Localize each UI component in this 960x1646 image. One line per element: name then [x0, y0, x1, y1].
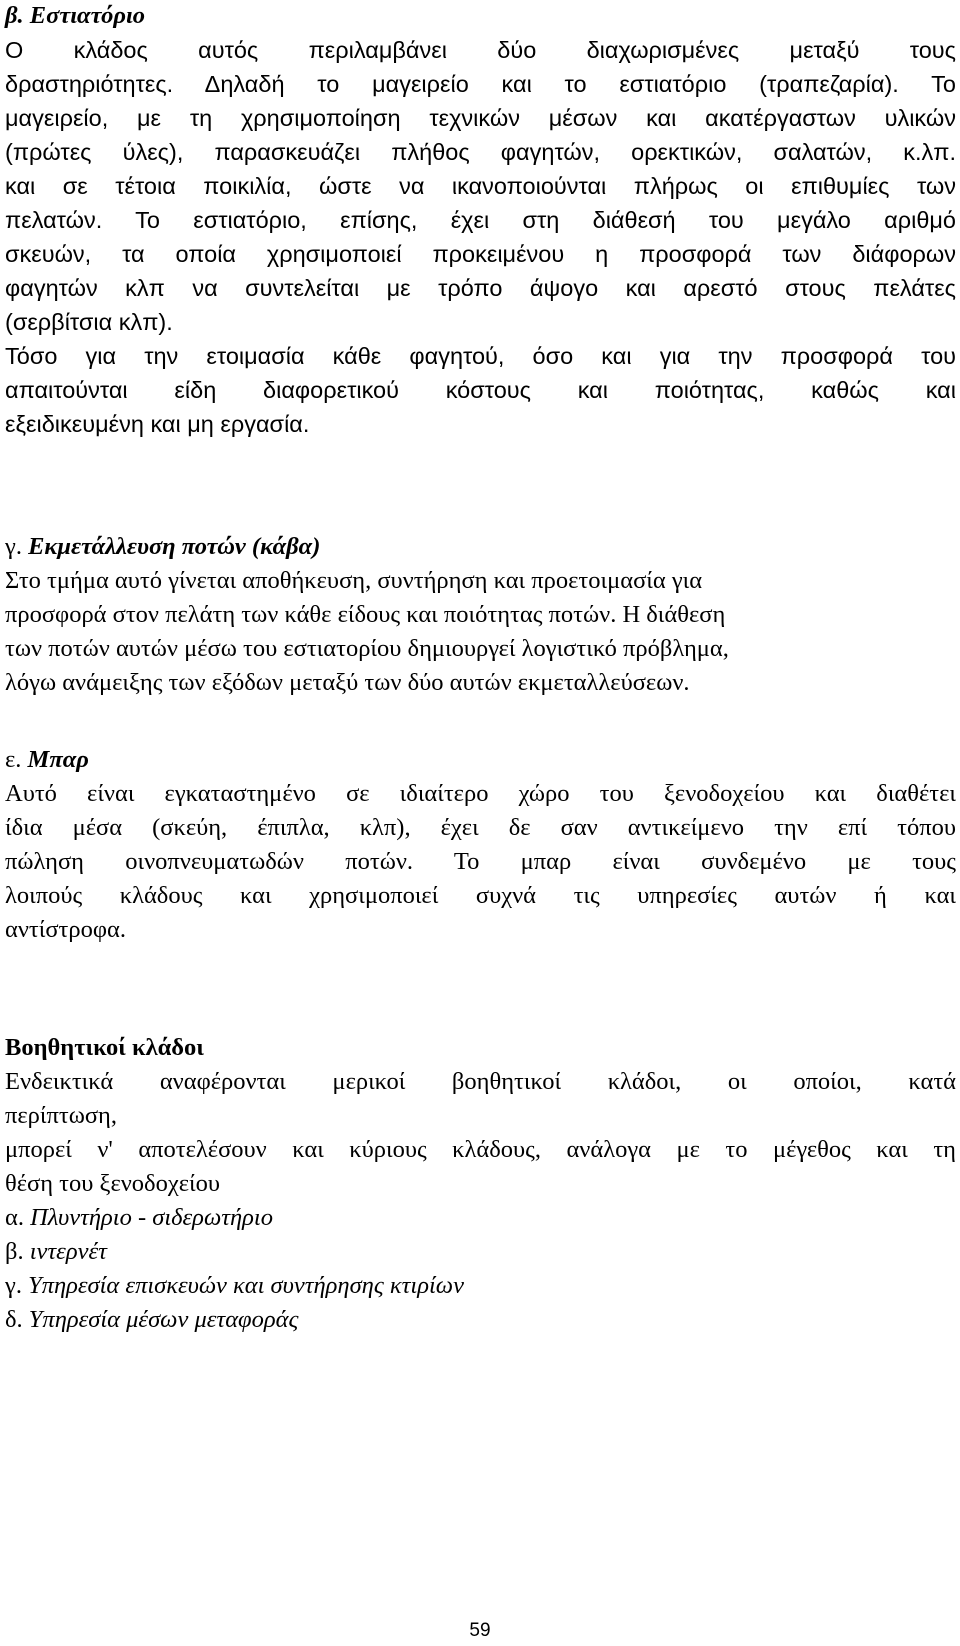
list-item-prefix: δ.: [5, 1306, 23, 1333]
paragraph-line: μπορεί ν' αποτελέσουν και κύριους κλάδους, ανάλογα με το μέγεθος και τη: [5, 1136, 956, 1163]
paragraph-line: εξειδικευμένη και μη εργασία.: [5, 411, 310, 437]
paragraph-line: Ενδεικτικά αναφέρονται μερικοί βοηθητικοί κλάδοι, οι οποίοι, κατά: [5, 1068, 956, 1095]
section-heading-auxiliary: Βοηθητικοί κλάδοι: [5, 1034, 204, 1061]
paragraph-line: θέση του ξενοδοχείου: [5, 1170, 220, 1197]
paragraph-line: λοιπούς κλάδους και χρησιμοποιεί συχνά τις υπηρεσίες αυτών ή και: [5, 882, 956, 909]
list-item-prefix: γ.: [5, 1272, 22, 1299]
list-item-text: Πλυντήριο - σιδερωτήριο: [30, 1204, 273, 1231]
section-title: Εκμετάλλευση ποτών (κάβα): [28, 533, 321, 560]
section-heading-drinks: [5, 530, 320, 564]
list-item-prefix: α.: [5, 1204, 24, 1231]
list-item: [5, 1235, 107, 1269]
list-item: [5, 1269, 464, 1303]
section-title: Μπαρ: [27, 746, 89, 773]
paragraph-line: των ποτών αυτών μέσω του εστιατορίου δημιουργεί λογιστικό πρόβλημα,: [5, 635, 729, 662]
list-item-prefix: β.: [5, 1238, 24, 1265]
paragraph-line: πελατών. Το εστιατόριο, επίσης, έχει στη διάθεσή του μεγάλο αριθμό: [5, 207, 956, 233]
paragraph-line: μαγειρείο, με τη χρησιμοποίηση τεχνικών μέσων και ακατέργαστων υλικών: [5, 105, 956, 131]
paragraph-line: (σερβίτσια κλπ).: [5, 309, 173, 335]
list-item-text: Υπηρεσία επισκευών και συντήρησης κτιρίων: [28, 1272, 464, 1299]
paragraph-line: λόγω ανάμειξης των εξόδων μεταξύ των δύο αυτών εκμεταλλεύσεων.: [5, 669, 690, 696]
paragraph-line: δραστηριότητες. Δηλαδή το μαγειρείο και το εστιατόριο (τραπεζαρία). Το: [5, 71, 956, 97]
list-item: [5, 1201, 273, 1235]
paragraph-line: και σε τέτοια ποικιλία, ώστε να ικανοποιούνται πλήρως οι επιθυμίες των: [5, 173, 956, 199]
page-number: 59: [469, 1620, 491, 1641]
list-item: [5, 1303, 298, 1337]
paragraph-line: Τόσο για την ετοιμασία κάθε φαγητού, όσο και για την προσφορά του: [5, 343, 956, 369]
paragraph-line: Στο τμήμα αυτό γίνεται αποθήκευση, συντήρηση και προετοιμασία για: [5, 567, 703, 594]
list-item-text: Υπηρεσία μέσων μεταφοράς: [28, 1306, 299, 1333]
paragraph-line: απαιτούνται είδη διαφορετικού κόστους και ποιότητας, καθώς και: [5, 377, 956, 403]
paragraph-line: περίπτωση,: [5, 1102, 117, 1129]
paragraph-line: σκευών, τα οποία χρησιμοποιεί προκειμένου η προσφορά των διάφορων: [5, 241, 956, 267]
paragraph-line: (πρώτες ύλες), παρασκευάζει πλήθος φαγητών, ορεκτικών, σαλατών, κ.λπ.: [5, 139, 956, 165]
paragraph-line: πώληση οινοπνευματωδών ποτών. Το μπαρ είναι συνδεμένο με τους: [5, 848, 956, 875]
paragraph-line: Ο κλάδος αυτός περιλαμβάνει δύο διαχωρισμένες μεταξύ τους: [5, 37, 956, 63]
paragraph-line: προσφορά στον πελάτη των κάθε είδους και ποιότητας ποτών. Η διάθεση: [5, 601, 726, 628]
section-prefix: γ.: [5, 533, 22, 560]
section-heading-restaurant: β. Εστιατόριο: [5, 2, 146, 29]
section-prefix: ε.: [5, 746, 22, 773]
document-page: [5, 0, 955, 1646]
paragraph-line: αντίστροφα.: [5, 916, 126, 943]
list-item-text: ιντερνέτ: [29, 1238, 107, 1265]
paragraph-line: ίδια μέσα (σκεύη, έπιπλα, κλπ), έχει δε σαν αντικείμενο την επί τόπου: [5, 814, 956, 841]
paragraph-line: φαγητών κλπ να συντελείται με τρόπο άψογο και αρεστό στους πελάτες: [5, 275, 956, 301]
paragraph-line: Αυτό είναι εγκαταστημένο σε ιδιαίτερο χώρο του ξενοδοχείου και διαθέτει: [5, 780, 956, 807]
section-heading-bar: [5, 743, 89, 777]
